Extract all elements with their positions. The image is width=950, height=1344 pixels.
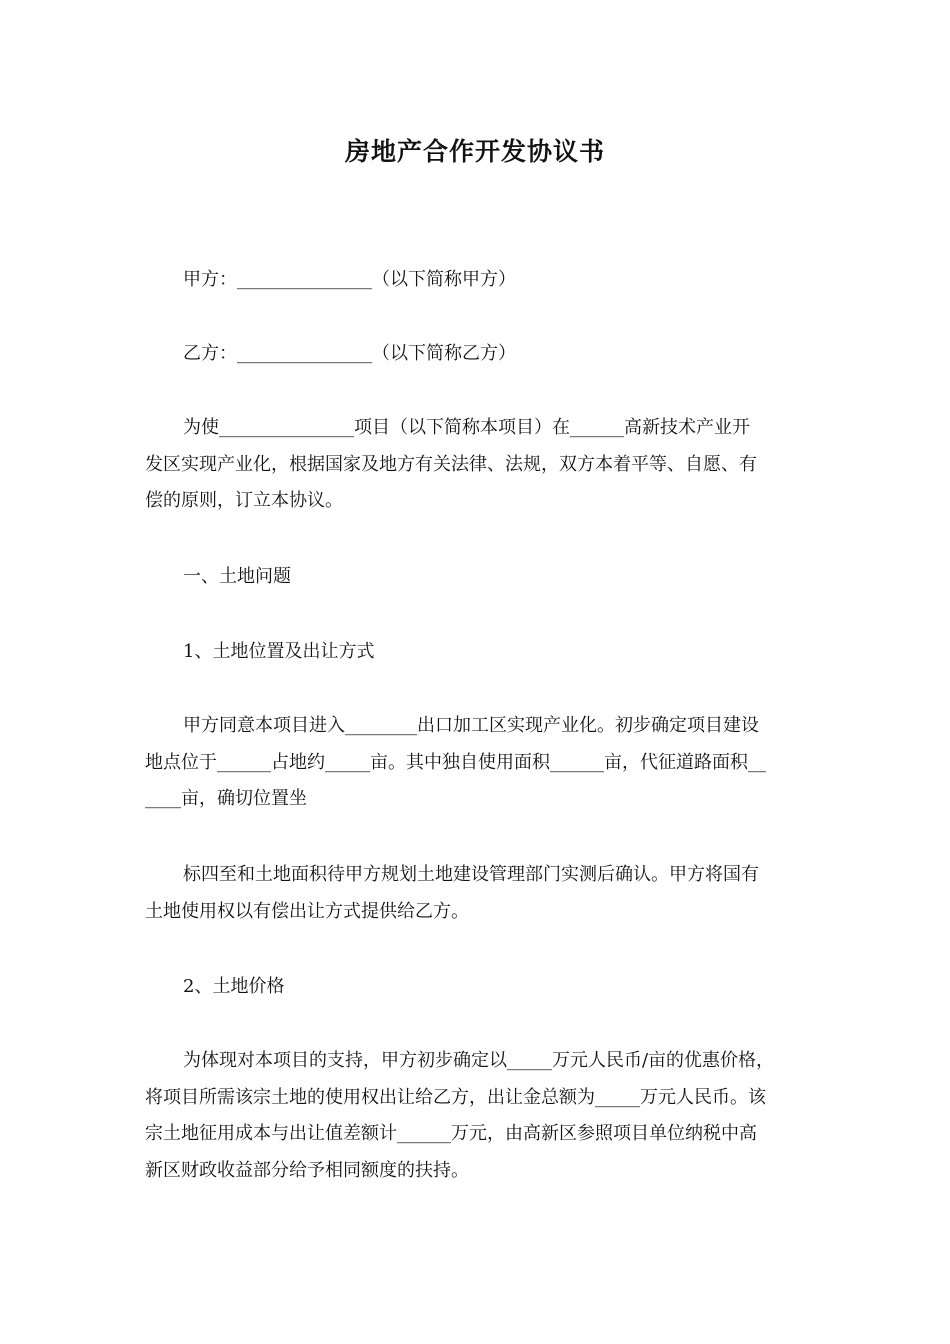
party-a-line [145, 262, 835, 299]
intro-paragraph [145, 410, 835, 520]
intro-line-3: 偿的原则，订立本协议。 [145, 490, 343, 511]
subsection-1-1-title: 1、土地位置及出让方式 [183, 641, 375, 662]
subsection-heading-price [145, 969, 835, 1006]
section-heading-land [145, 559, 835, 596]
intro-line-1: 为使_______________项目（以下简称本项目）在______高新技术产业开 [183, 417, 750, 438]
boundary-line-2: 土地使用权以有偿出让方式提供给乙方。 [145, 900, 469, 922]
price-line-2: 将项目所需该宗土地的使用权出让给乙方，出让金总额为_____万元人民币。该 [145, 1086, 766, 1108]
location-line-3: ____亩，确切位置坐 [145, 788, 307, 809]
location-line-2: 地点位于______占地约_____亩。其中独自使用面积______亩，代征道路面积__ [145, 751, 766, 773]
location-paragraph [145, 708, 835, 818]
price-line-3: 宗土地征用成本与出让值差额计______万元，由高新区参照项目单位纳税中高 [145, 1123, 757, 1144]
party-b-line [145, 336, 835, 373]
boundary-paragraph [145, 857, 835, 930]
location-line-1: 甲方同意本项目进入________出口加工区实现产业化。初步确定项目建设 [183, 715, 759, 736]
price-line-1: 为体现对本项目的支持，甲方初步确定以_____万元人民币/亩的优惠价格， [183, 1050, 775, 1071]
party-a-text: 甲方：_______________（以下简称甲方） [183, 269, 516, 290]
price-line-4: 新区财政收益部分给予相同额度的扶持。 [145, 1159, 469, 1181]
boundary-line-1: 标四至和土地面积待甲方规划土地建设管理部门实测后确认。甲方将国有 [183, 864, 759, 885]
party-b-text: 乙方：_______________（以下简称乙方） [183, 343, 516, 364]
subsection-1-2-title: 2、土地价格 [183, 976, 285, 997]
price-paragraph [145, 1043, 835, 1189]
subsection-heading-location [145, 634, 835, 671]
section-1-title: 一、土地问题 [183, 566, 291, 587]
intro-line-2: 发区实现产业化，根据国家及地方有关法律、法规，双方本着平等、自愿、有 [145, 453, 757, 475]
document-title: 房地产合作开发协议书 [344, 137, 605, 166]
